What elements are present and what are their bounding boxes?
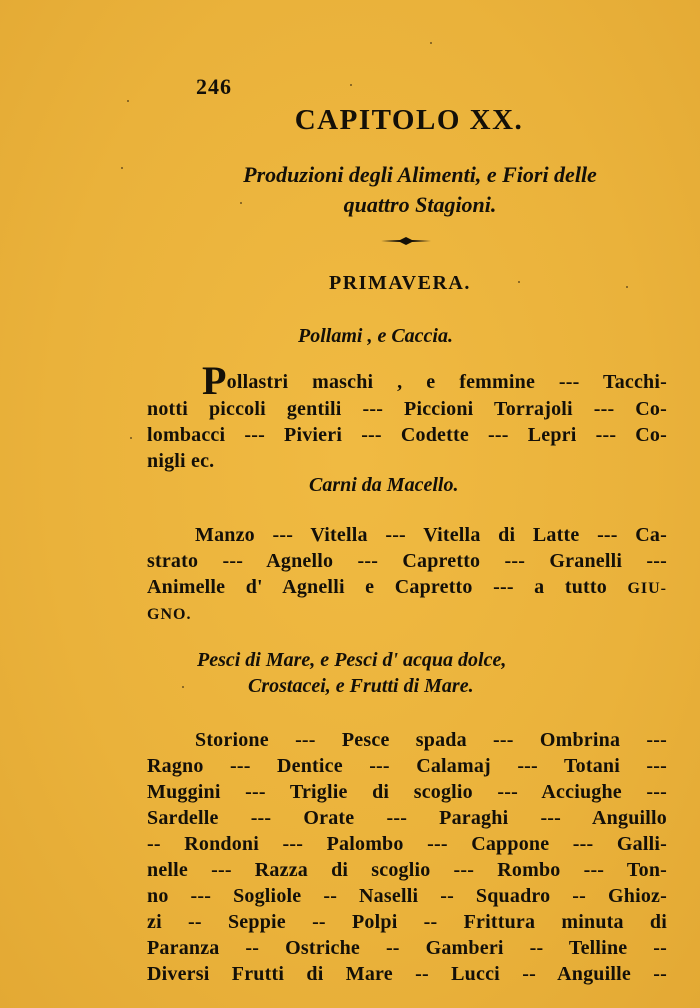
paper-speck xyxy=(350,84,352,86)
chapter-title: CAPITOLO XX. xyxy=(294,104,524,136)
subtitle-line-1: Produzioni degli Alimenti, e Fiori delle xyxy=(243,162,597,187)
paragraph-line: -- Rondoni --- Palombo --- Cappone --- Galli- xyxy=(147,833,667,855)
paragraph-line: Diversi Frutti di Mare -- Lucci -- Anguille -- xyxy=(147,963,667,985)
paper-speck xyxy=(130,437,132,439)
section-heading-pesci-line-2: Crostacei, e Frutti di Mare. xyxy=(248,675,474,697)
paragraph-line: notti piccoli gentili --- Piccioni Torrajoli --- Co- xyxy=(147,398,667,420)
section-heading-carni: Carni da Macello. xyxy=(309,474,459,496)
paragraph-line: strato --- Agnello --- Capretto --- Granelli --- xyxy=(147,550,667,572)
paragraph-line: Ragno --- Dentice --- Calamaj --- Totani --- xyxy=(147,755,667,777)
smallcaps-text: GIU- xyxy=(627,580,667,597)
paragraph-line: lombacci --- Pivieri --- Codette --- Lepri --- Co- xyxy=(147,424,667,446)
page-number: 246 xyxy=(196,74,232,99)
paragraph-line: zi -- Seppie -- Polpi -- Frittura minuta di xyxy=(147,911,667,933)
paragraph-carni xyxy=(147,522,667,628)
paragraph-line: nelle --- Razza di scoglio --- Rombo --- Ton- xyxy=(147,859,667,881)
chapter-subtitle xyxy=(140,160,700,220)
paragraph-line: Muggini --- Triglie di scoglio --- Acciughe --- xyxy=(147,781,667,803)
drop-cap: P xyxy=(202,358,227,403)
paragraph-line: no --- Sogliole -- Naselli -- Squadro -- Ghioz- xyxy=(147,885,667,907)
paragraph-line: nigli ec. xyxy=(147,450,215,472)
paper-speck xyxy=(518,281,520,283)
paragraph-line: Storione --- Pesce spada --- Ombrina --- xyxy=(195,729,667,751)
paragraph-pollami xyxy=(147,358,667,474)
line-text: ollastri maschi , e femmine --- Tacchi- xyxy=(226,371,667,393)
section-heading-pollami: Pollami , e Caccia. xyxy=(298,325,453,347)
paragraph-line xyxy=(147,358,667,403)
paper-speck xyxy=(626,286,628,288)
subtitle-line-2: quattro Stagioni. xyxy=(343,192,497,217)
paragraph-line: Paranza -- Ostriche -- Gamberi -- Telline -- xyxy=(147,937,667,959)
paper-speck xyxy=(121,167,123,169)
paragraph-line: Sardelle --- Orate --- Paraghi --- Anguillo xyxy=(147,807,667,829)
ornament-divider-icon xyxy=(380,236,432,246)
paragraph-line xyxy=(147,574,667,602)
paper-speck xyxy=(430,42,432,44)
paragraph-line: GNO. xyxy=(147,606,192,623)
season-heading: PRIMAVERA. xyxy=(329,272,471,294)
section-heading-pesci-line-1: Pesci di Mare, e Pesci d' acqua dolce, xyxy=(197,649,507,671)
paper-speck xyxy=(127,100,129,102)
paragraph-pesci xyxy=(147,727,667,987)
line-text: Animelle d' Agnelli e Capretto --- a tutto xyxy=(147,576,607,598)
paper-speck xyxy=(182,686,184,688)
paragraph-line: Manzo --- Vitella --- Vitella di Latte --- Ca- xyxy=(195,524,667,546)
